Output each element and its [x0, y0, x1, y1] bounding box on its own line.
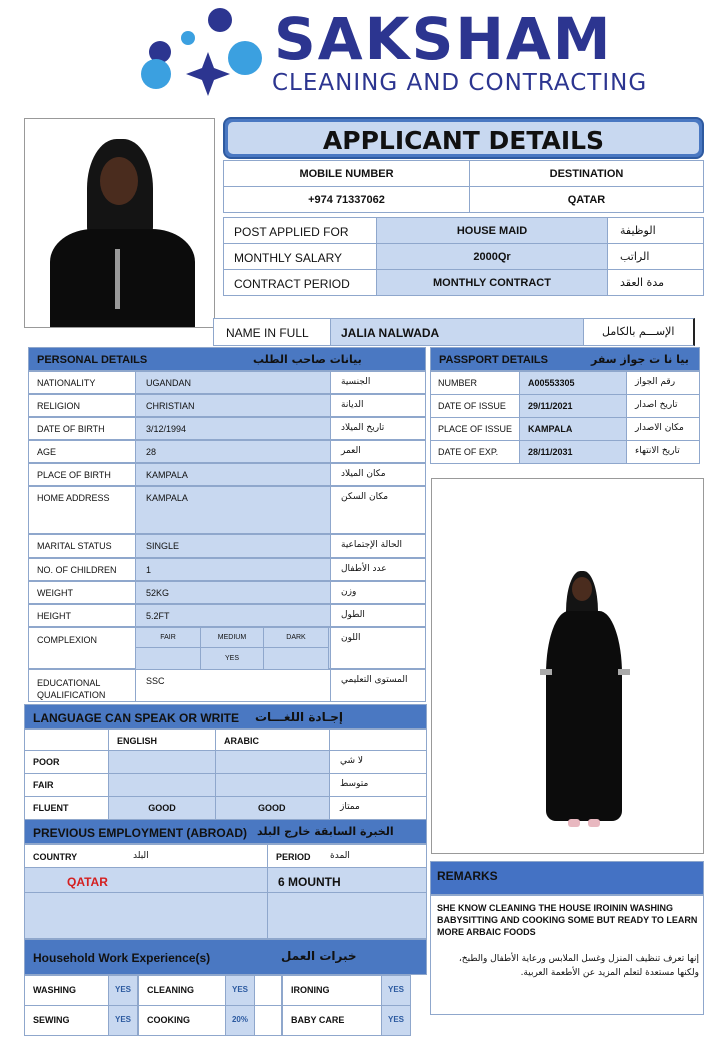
personal-ar-cell: [330, 394, 426, 417]
language-level: FAIR: [33, 780, 54, 790]
passport-value: KAMPALA: [528, 424, 573, 434]
personal-value: KAMPALA: [146, 493, 188, 503]
complexion-option-label: DARK: [286, 634, 306, 641]
passport-label: PLACE OF ISSUE: [438, 424, 513, 434]
language-col-label: ENGLISH: [117, 736, 158, 746]
personal-label-cell: [28, 581, 136, 604]
employment-header: PREVIOUS EMPLOYMENT (ABROAD) الخبرة السابقة خارج البلد: [24, 819, 427, 844]
personal-label-ar: مكان السكن: [341, 492, 389, 502]
personal-value: KAMPALA: [146, 470, 188, 480]
household-spacer: [254, 1005, 282, 1036]
language-arabic-cell: [215, 773, 330, 797]
household-value-cell: [381, 975, 411, 1006]
complexion-option-mark: [135, 647, 201, 670]
personal-value-cell: [135, 604, 331, 627]
personal-value-cell: [135, 558, 331, 581]
passport-value-cell: [519, 417, 627, 441]
personal-value: 1: [146, 565, 152, 575]
household-header: Household Work Experience(s) خبرات العمل: [24, 939, 427, 975]
personal-row: [28, 463, 426, 486]
household-label: BABY CARE: [291, 1015, 345, 1025]
personal-label: PLACE OF BIRTH: [37, 470, 111, 480]
personal-label-cell: [28, 440, 136, 463]
household-value-cell: [108, 1005, 138, 1036]
employment-empty-cell: [24, 892, 268, 939]
applicant-details-banner: [223, 117, 704, 159]
name-label: NAME IN FULL: [226, 326, 309, 340]
job-label-ar: الراتب: [620, 250, 650, 263]
personal-row: [28, 417, 426, 440]
language-arabic-value: GOOD: [258, 803, 286, 813]
job-value: MONTHLY CONTRACT: [433, 277, 551, 289]
personal-label-cell: [28, 534, 136, 558]
household-label: WASHING: [33, 985, 77, 995]
household-value-cell: [225, 975, 255, 1006]
household-value-cell: [381, 1005, 411, 1036]
personal-row: [28, 394, 426, 417]
education-label-ar: المستوى التعليمي: [341, 675, 408, 685]
language-level: POOR: [33, 757, 60, 767]
language-ar-cell: [329, 773, 427, 797]
job-label: MONTHLY SALARY: [234, 251, 343, 265]
household-spacer: [254, 975, 282, 1006]
household-label: IRONING: [291, 985, 330, 995]
employment-country-label: COUNTRY البلد: [24, 844, 268, 868]
personal-value-cell: [135, 417, 331, 440]
personal-value: CHRISTIAN: [146, 401, 195, 411]
employment-period-value: 6 MOUNTH: [267, 867, 427, 893]
complexion-label: COMPLEXION: [37, 635, 98, 645]
personal-row: [28, 604, 426, 627]
education-label: EDUCATIONAL QUALIFICATION: [37, 678, 106, 700]
complexion-option: [200, 627, 264, 648]
destination-value-cell: QATAR: [469, 186, 704, 213]
passport-ar-cell: [626, 440, 700, 464]
complexion-option: [135, 627, 201, 648]
personal-ar-cell: [330, 558, 426, 581]
passport-ar-cell: [626, 394, 700, 418]
language-level-ar: ممتاز: [340, 802, 360, 812]
employment-country-value: QATAR: [24, 867, 268, 893]
language-level-cell: [24, 750, 109, 774]
language-english-cell: [108, 796, 216, 820]
education-label-cell: [28, 669, 136, 702]
personal-value-cell: [135, 463, 331, 486]
remarks-body: [430, 895, 704, 1015]
complexion-label-cell: [28, 627, 136, 669]
language-english-cell: [108, 750, 216, 774]
language-english-value: GOOD: [148, 803, 176, 813]
job-label-ar: مدة العقد: [620, 276, 664, 289]
personal-label: DATE OF BIRTH: [37, 424, 105, 434]
personal-value-cell: [135, 440, 331, 463]
applicant-full-body-photo: [431, 478, 704, 854]
personal-row: [28, 486, 426, 534]
complexion-selected-mark: YES: [224, 655, 239, 662]
banner-title: APPLICANT DETAILS: [322, 126, 605, 155]
education-ar-cell: [330, 669, 426, 702]
household-value: YES: [114, 985, 131, 994]
company-logo: [120, 8, 270, 98]
personal-label-cell: [28, 463, 136, 486]
personal-row: [28, 440, 426, 463]
personal-label: NATIONALITY: [37, 378, 96, 388]
applicant-portrait-photo: [24, 118, 215, 328]
company-name: SAKSHAM: [274, 5, 613, 73]
passport-ar-cell: [626, 417, 700, 441]
personal-row: [28, 581, 426, 604]
household-label: COOKING: [147, 1015, 191, 1025]
personal-value-cell: [135, 394, 331, 417]
passport-value: A00553305: [528, 378, 575, 388]
personal-label: WEIGHT: [37, 588, 73, 598]
personal-ar-cell: [330, 534, 426, 558]
employment-period-label: PERIOD المدة: [267, 844, 427, 868]
personal-ar-cell: [330, 486, 426, 534]
personal-label-cell: [28, 604, 136, 627]
job-value: HOUSE MAID: [456, 225, 528, 237]
personal-value: SINGLE: [146, 541, 180, 551]
remarks-header: REMARKS: [430, 861, 704, 895]
household-label-cell: [282, 1005, 382, 1036]
complexion-options: [135, 627, 331, 669]
complexion-ar-cell: [330, 627, 426, 669]
personal-value-cell: [135, 581, 331, 604]
language-level-ar: متوسط: [340, 779, 369, 789]
complexion-option-label: MEDIUM: [217, 634, 247, 641]
passport-value-cell: [519, 394, 627, 418]
personal-label-cell: [28, 417, 136, 440]
personal-label-ar: العمر: [341, 446, 361, 456]
personal-ar-cell: [330, 581, 426, 604]
personal-label-ar: الحالة الإجتماعية: [341, 540, 402, 550]
passport-label-cell: [430, 440, 520, 464]
remarks-text-ar: إنها تعرف تنظيف المنزل وغسل الملابس ورعاية الأطفال والطبخ، ولكنها مستعدة لتعلم المزيد عن الأطعمة العربية.: [458, 954, 699, 978]
personal-value: 52KG: [146, 588, 170, 598]
passport-label: DATE OF EXP.: [438, 447, 499, 457]
mobile-label-cell: MOBILE NUMBER: [223, 160, 470, 187]
household-value-cell: [108, 975, 138, 1006]
language-arabic-cell: [215, 750, 330, 774]
personal-ar-cell: [330, 604, 426, 627]
personal-label: MARITAL STATUS: [37, 541, 112, 551]
personal-label: HOME ADDRESS: [37, 493, 110, 503]
personal-row: [28, 371, 426, 394]
job-details-table: [223, 217, 704, 297]
company-tagline: CLEANING AND CONTRACTING: [272, 70, 648, 96]
household-value: YES: [387, 985, 404, 994]
personal-label-ar: مكان الميلاد: [341, 469, 386, 479]
mobile-value-cell: +974 71337062: [223, 186, 470, 213]
household-label-cell: [24, 975, 109, 1006]
personal-value: 3/12/1994: [146, 424, 187, 434]
personal-label-cell: [28, 371, 136, 394]
household-value: YES: [114, 1015, 131, 1024]
passport-label-cell: [430, 371, 520, 395]
passport-label-ar: تاريخ اصدار: [635, 400, 678, 410]
language-col-label: ARABIC: [224, 736, 259, 746]
language-header: LANGUAGE CAN SPEAK OR WRITE إجـادة اللغـــات: [24, 704, 427, 729]
passport-ar-cell: [626, 371, 700, 395]
personal-row: [28, 534, 426, 558]
passport-value-cell: [519, 440, 627, 464]
job-label: CONTRACT PERIOD: [234, 277, 350, 291]
language-col-header: [215, 729, 330, 751]
personal-label-ar: الطول: [341, 610, 365, 620]
household-value: 20%: [231, 1015, 248, 1024]
passport-label-cell: [430, 394, 520, 418]
personal-ar-cell: [330, 440, 426, 463]
personal-label: RELIGION: [37, 401, 81, 411]
passport-value: 29/11/2021: [528, 401, 573, 411]
passport-label: NUMBER: [438, 378, 478, 388]
personal-value: 28: [146, 447, 157, 457]
household-value: YES: [231, 985, 248, 994]
passport-label-ar: رقم الجواز: [635, 377, 676, 387]
personal-label-cell: [28, 486, 136, 534]
language-ar-corner: [329, 729, 427, 751]
household-label-cell: [138, 1005, 226, 1036]
name-row: [213, 318, 695, 346]
passport-label: DATE OF ISSUE: [438, 401, 506, 411]
household-label: CLEANING: [147, 985, 194, 995]
name-label-ar: الإســـم بالكامل: [602, 325, 675, 338]
personal-value-cell: [135, 371, 331, 394]
education-value: SSC: [146, 676, 165, 686]
personal-value-cell: [135, 534, 331, 558]
employment-empty-cell: [267, 892, 427, 939]
complexion-option-mark: [263, 647, 329, 670]
personal-value: UGANDAN: [146, 378, 192, 388]
personal-value-cell: [135, 486, 331, 534]
passport-details-header: PASSPORT DETAILS بيا نا ت جواز سفر: [430, 347, 700, 371]
personal-label-cell: [28, 394, 136, 417]
personal-label: HEIGHT: [37, 611, 72, 621]
household-label-cell: [24, 1005, 109, 1036]
remarks-text-en: SHE KNOW CLEANING THE HOUSE IROININ WASHING BABYSITTING AND COOKING SOME BUT READY TO LEARN MORE ARBAIC FOODS: [437, 903, 698, 937]
language-col-header: [108, 729, 216, 751]
personal-label-ar: تاريخ الميلاد: [341, 423, 385, 433]
personal-row: [28, 558, 426, 581]
complexion-option-label: FAIR: [160, 634, 176, 641]
personal-label: NO. OF CHILDREN: [37, 565, 117, 575]
language-arabic-cell: [215, 796, 330, 820]
personal-label-ar: الديانة: [341, 400, 364, 410]
language-corner: [24, 729, 109, 751]
personal-label-cell: [28, 558, 136, 581]
complexion-row: [28, 627, 426, 669]
job-value: 2000Qr: [473, 251, 511, 263]
passport-value: 28/11/2031: [528, 447, 573, 457]
complexion-label-ar: اللون: [341, 633, 361, 643]
personal-label-ar: وزن: [341, 587, 357, 597]
personal-label: AGE: [37, 447, 57, 457]
destination-label-cell: DESTINATION: [469, 160, 704, 187]
passport-value-cell: [519, 371, 627, 395]
personal-value: 5.2FT: [146, 611, 170, 621]
language-ar-cell: [329, 796, 427, 820]
language-level-ar: لا شي: [340, 756, 364, 766]
personal-ar-cell: [330, 371, 426, 394]
personal-ar-cell: [330, 417, 426, 440]
personal-label-ar: الجنسية: [341, 377, 371, 387]
language-level-cell: [24, 773, 109, 797]
applicant-name: JALIA NALWADA: [341, 326, 440, 340]
household-label-cell: [138, 975, 226, 1006]
personal-details-header: PERSONAL DETAILS بيانات صاحب الطلب: [28, 347, 426, 371]
household-value: YES: [387, 1015, 404, 1024]
language-english-cell: [108, 773, 216, 797]
household-value-cell: [225, 1005, 255, 1036]
complexion-option: [263, 627, 329, 648]
education-row: [28, 669, 426, 702]
language-ar-cell: [329, 750, 427, 774]
job-label-ar: الوظيفة: [620, 224, 656, 237]
language-level: FLUENT: [33, 803, 69, 813]
household-label-cell: [282, 975, 382, 1006]
job-label: POST APPLIED FOR: [234, 225, 349, 239]
personal-ar-cell: [330, 463, 426, 486]
education-value-cell: [135, 669, 331, 702]
passport-label-ar: مكان الاصدار: [635, 423, 684, 433]
passport-label-ar: تاريخ الانتهاء: [635, 446, 680, 456]
language-level-cell: [24, 796, 109, 820]
personal-label-ar: عدد الأطفال: [341, 564, 387, 574]
complexion-option-mark: [200, 647, 264, 670]
household-label: SEWING: [33, 1015, 70, 1025]
passport-label-cell: [430, 417, 520, 441]
